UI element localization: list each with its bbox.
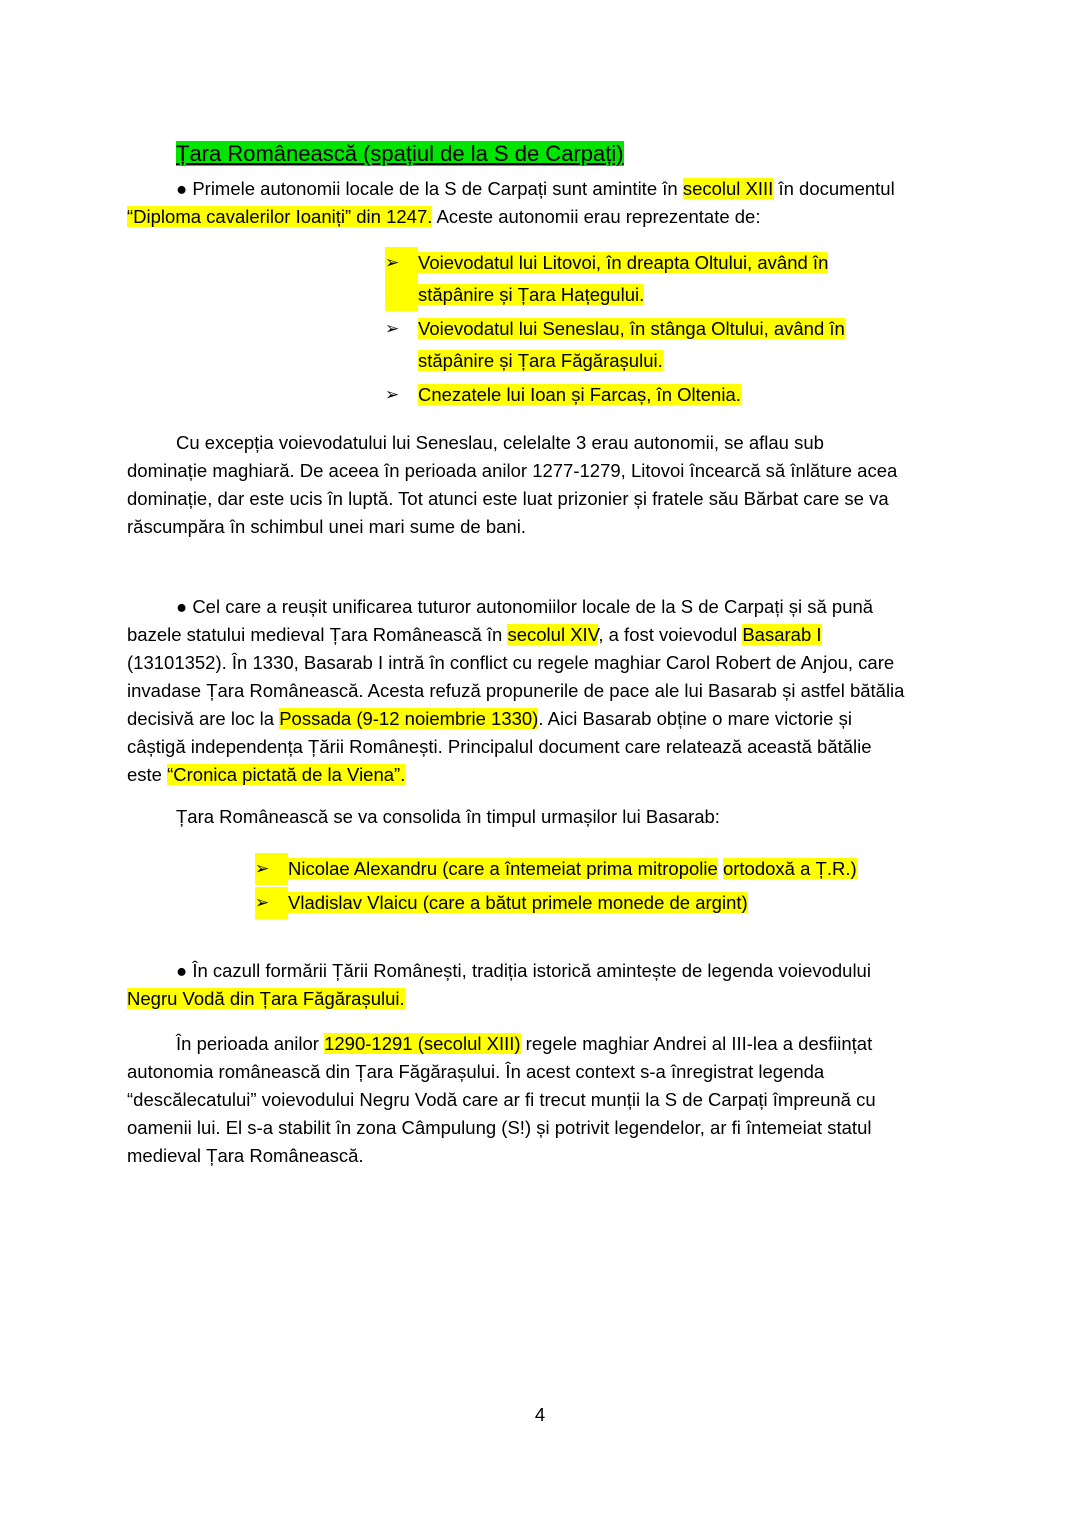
text-line [127,705,1002,733]
text-line [127,621,1002,649]
text-line [127,677,1002,705]
list-item [385,379,1002,411]
text-line [418,345,845,377]
text-line [418,313,845,345]
list-voievodate [385,247,1002,411]
list-item-text [418,247,828,311]
text-run: este [127,764,168,785]
text-run: ● Cel care a reușit unificarea tuturor autonomiilor locale de la S de Carpați și să pună [176,596,874,617]
list-item [255,887,1002,919]
highlighted-text: secolul XIII [682,178,774,199]
highlighted-text: ortodoxă a Ț.R.) [722,858,857,879]
text-run: regele maghiar Andrei al III-lea a desființat [520,1033,873,1054]
arrow-bullet-icon: ➢ [385,385,400,404]
text-line [127,139,1002,169]
highlighted-text: Nicolae Alexandru (care a întemeiat prima mitropolie [288,858,718,879]
text-run: invadase Țara Românească. Acesta refuză propunerile de pace ale lui Basarab și astfel bătălia [127,680,905,701]
text-line [127,1142,1002,1170]
list-item-text [418,379,741,411]
highlighted-text: secolul XIV [507,624,599,645]
text-line [127,457,1002,485]
text-line [127,761,1002,789]
text-line [127,649,1002,677]
text-line [418,279,828,311]
highlighted-text: Basarab I [742,624,822,645]
highlighted-text: 1290-1291 (secolul XIII) [324,1033,521,1054]
text-run: decisivă are loc la [127,708,280,729]
text-run: bazele statului medieval Țara Românească în [127,624,508,645]
text-run: dominație, dar este ucis în luptă. Tot atunci este luat prizonier și fratele său Bărbat care se va [127,488,889,509]
highlighted-text: Țara Românească (spațiul de la S de Carpați) [176,141,624,166]
text-line [127,593,1002,621]
text-line [127,733,1002,761]
text-run: răscumpăra în schimbul unei mari sume de bani. [127,516,526,537]
text-line [127,1086,1002,1114]
list-item [255,853,1002,885]
text-line [127,985,1002,1013]
text-run: autonomia românească din Țara Făgărașului. În acest context s-a înregistrat legenda [127,1061,825,1082]
highlighted-text: Cnezatele lui Ioan și Farcaș, în Oltenia. [418,384,741,405]
highlighted-text: “Diploma cavalerilor Ioaniți” din 1247. [127,206,433,227]
text-line [127,957,1002,985]
text-run: dominație maghiară. De aceea în perioada anilor 1277-1279, Litovoi încearcă să înlăture acea [127,460,898,481]
arrow-bullet-icon: ➢ [255,853,288,885]
arrow-bullet-icon: ➢ [255,887,288,919]
highlighted-text: “Cronica pictată de la Viena”. [167,764,406,785]
text-run: în documentul [773,178,895,199]
text-line [127,1114,1002,1142]
text-run: Cu excepția voievodatului lui Seneslau, celelalte 3 erau autonomii, se aflau sub [176,432,824,453]
para-autonomii [127,175,1002,231]
list-item-text [418,313,845,377]
text-run: În perioada anilor [176,1033,325,1054]
text-run: Aceste autonomii erau reprezentate de: [432,206,761,227]
text-line [127,485,1002,513]
text-line [127,175,1002,203]
text-line [288,887,748,919]
highlighted-text: stăpânire și Țara Făgărașului. [418,350,663,371]
para-basarab [127,593,1002,789]
text-run: “descălecatului” voievodului Negru Vodă care ar fi trecut munții la S de Carpați împreună cu [127,1089,876,1110]
text-run: . Aici Basarab obține o mare victorie și [538,708,852,729]
text-line [418,379,741,411]
para-consolidare [127,803,1002,831]
text-line [288,853,857,885]
text-line [127,1030,1002,1058]
list-item-text [288,853,857,885]
page-number: 4 [534,1404,546,1425]
text-run: , a fost voievodul [598,624,743,645]
para-legenda [127,957,1002,1013]
text-line [127,513,1002,541]
highlighted-text: Vladislav Vlaicu (care a bătut primele monede de argint) [288,892,748,913]
text-line [418,247,828,279]
arrow-bullet-icon: ➢ [385,319,400,338]
section-title [127,139,1002,169]
list-item-text [288,887,748,919]
arrow-bullet-icon: ➢ [385,247,418,311]
text-line [127,1058,1002,1086]
list-urmasi [255,853,1002,919]
text-line [127,803,1002,831]
text-run: oamenii lui. El s-a stabilit în zona Câmpulung (S!) și potrivit legendelor, ar fi întemeiat statul [127,1117,872,1138]
document-content [127,139,1002,1170]
highlighted-text: Voievodatul lui Litovoi, în dreapta Oltului, având în [418,252,829,273]
list-item [385,313,1002,377]
text-run: ● În cazull formării Țării Românești, tradiția istorică amintește de legenda voievodului [176,960,871,981]
para-descalecat [127,1030,1002,1170]
highlighted-text: Possada (9-12 noiembrie 1330) [279,708,539,729]
highlighted-text: Voievodatul lui Seneslau, în stânga Oltului, având în [418,318,845,339]
text-run: câștigă independența Țării Românești. Principalul document care relatează această bătălie [127,736,872,757]
text-run: (13101352). În 1330, Basarab I intră în conflict cu regele maghiar Carol Robert de Anjou, care [127,652,895,673]
para-exceptia [127,429,1002,541]
text-line [127,429,1002,457]
text-line [127,203,1002,231]
highlighted-text: stăpânire și Țara Hațegului. [418,284,645,305]
text-run: ● Primele autonomii locale de la S de Carpați sunt amintite în [176,178,683,199]
text-run: Țara Românească se va consolida în timpul urmașilor lui Basarab: [176,806,720,827]
highlighted-text: Negru Vodă din Țara Făgărașului. [127,988,405,1009]
text-run: medieval Țara Românească. [127,1145,364,1166]
list-item [385,247,1002,311]
